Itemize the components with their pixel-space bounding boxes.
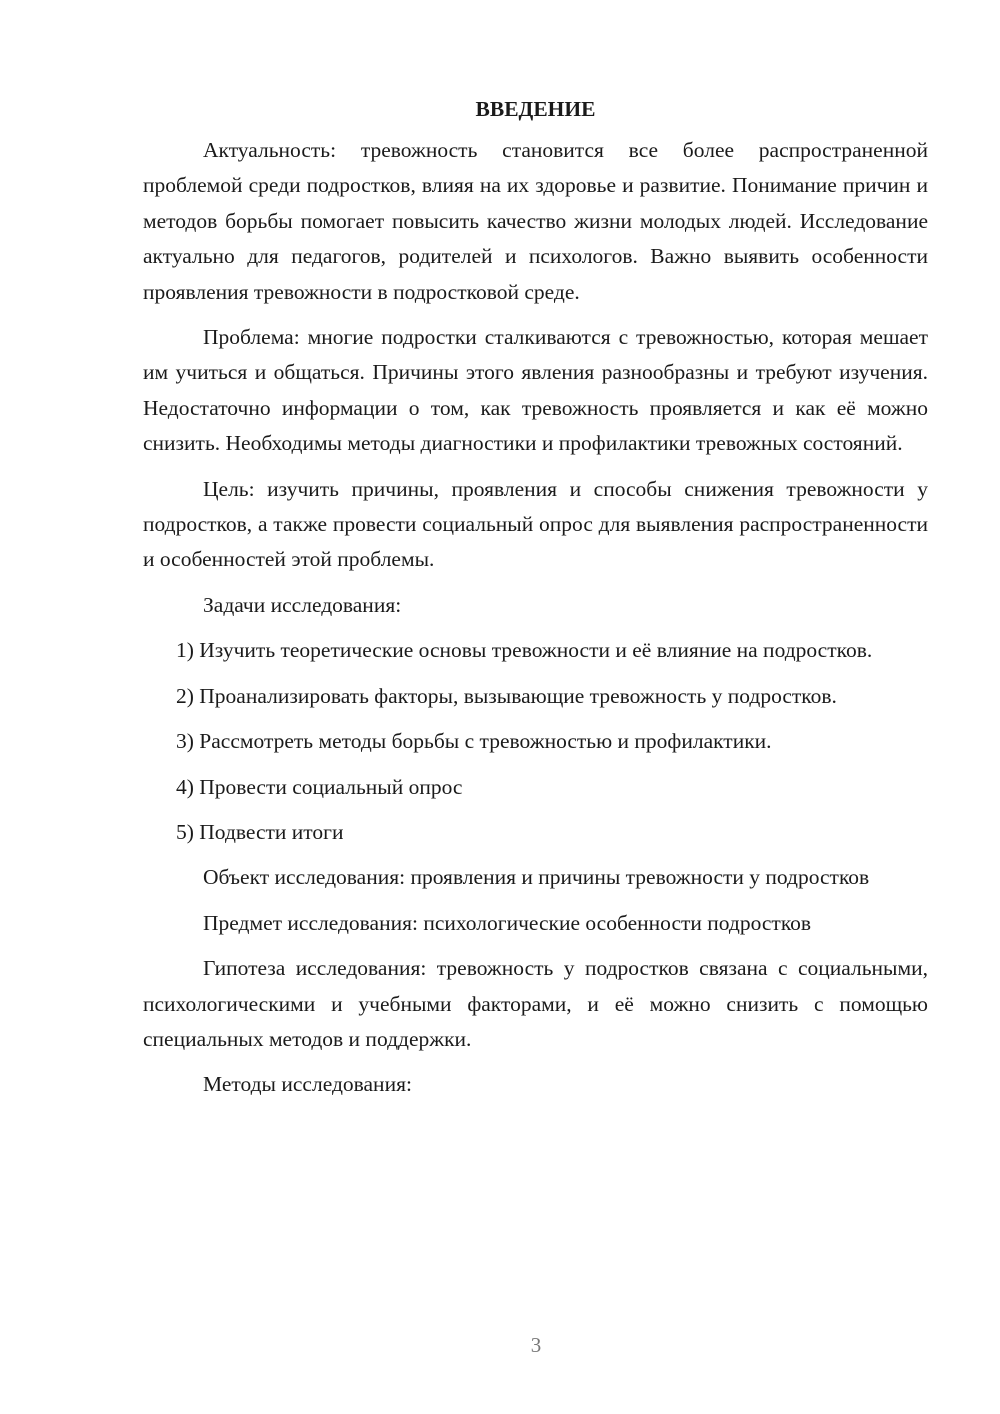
problem-paragraph: Проблема: многие подростки сталкиваются с тревожностью, которая мешает им учиться и общаться. Причины этого явления разнообразны и требуют изучения. Недостаточно информации о том, как тревожность проявляется и как её можно снизить. Необходимы методы диагностики и профилактики тревожных состояний. xyxy=(143,325,928,456)
task-item-4: 4) Провести социальный опрос xyxy=(176,774,463,799)
hypothesis-paragraph: Гипотеза исследования: тревожность у подростков связана с социальными, психологическими и учебными факторами, и её можно снизить с помощью специальных методов и поддержки. xyxy=(143,956,928,1051)
methods-heading: Методы исследования: xyxy=(203,1072,412,1097)
page-content xyxy=(143,92,928,1113)
task-item-3: 3) Рассмотреть методы борьбы с тревожностью и профилактики. xyxy=(176,729,772,754)
tasks-heading: Задачи исследования: xyxy=(203,592,402,617)
relevance-paragraph: Актуальность: тревожность становится все более распространенной проблемой среди подростков, влияя на их здоровье и развитие. Понимание причин и методов борьбы помогает повысить качество жизни молодых людей. Исследование актуально для педагогов, родителей и психологов. Важно выявить особенности проявления тревожности в подростковой среде. xyxy=(143,138,928,304)
page-number: 3 xyxy=(530,1333,542,1357)
object-paragraph: Объект исследования: проявления и причины тревожности у подростков xyxy=(203,865,870,890)
task-item-5: 5) Подвести итоги xyxy=(176,819,344,844)
subject-paragraph: Предмет исследования: психологические особенности подростков xyxy=(203,910,812,935)
section-title: ВВЕДЕНИЕ xyxy=(475,97,596,121)
goal-paragraph: Цель: изучить причины, проявления и способы снижения тревожности у подростков, а также провести социальный опрос для выявления распространенности и особенностей этой проблемы. xyxy=(143,476,928,572)
task-item-1: 1) Изучить теоретические основы тревожности и её влияние на подростков. xyxy=(176,638,873,663)
task-item-2: 2) Проанализировать факторы, вызывающие тревожность у подростков. xyxy=(176,683,837,708)
